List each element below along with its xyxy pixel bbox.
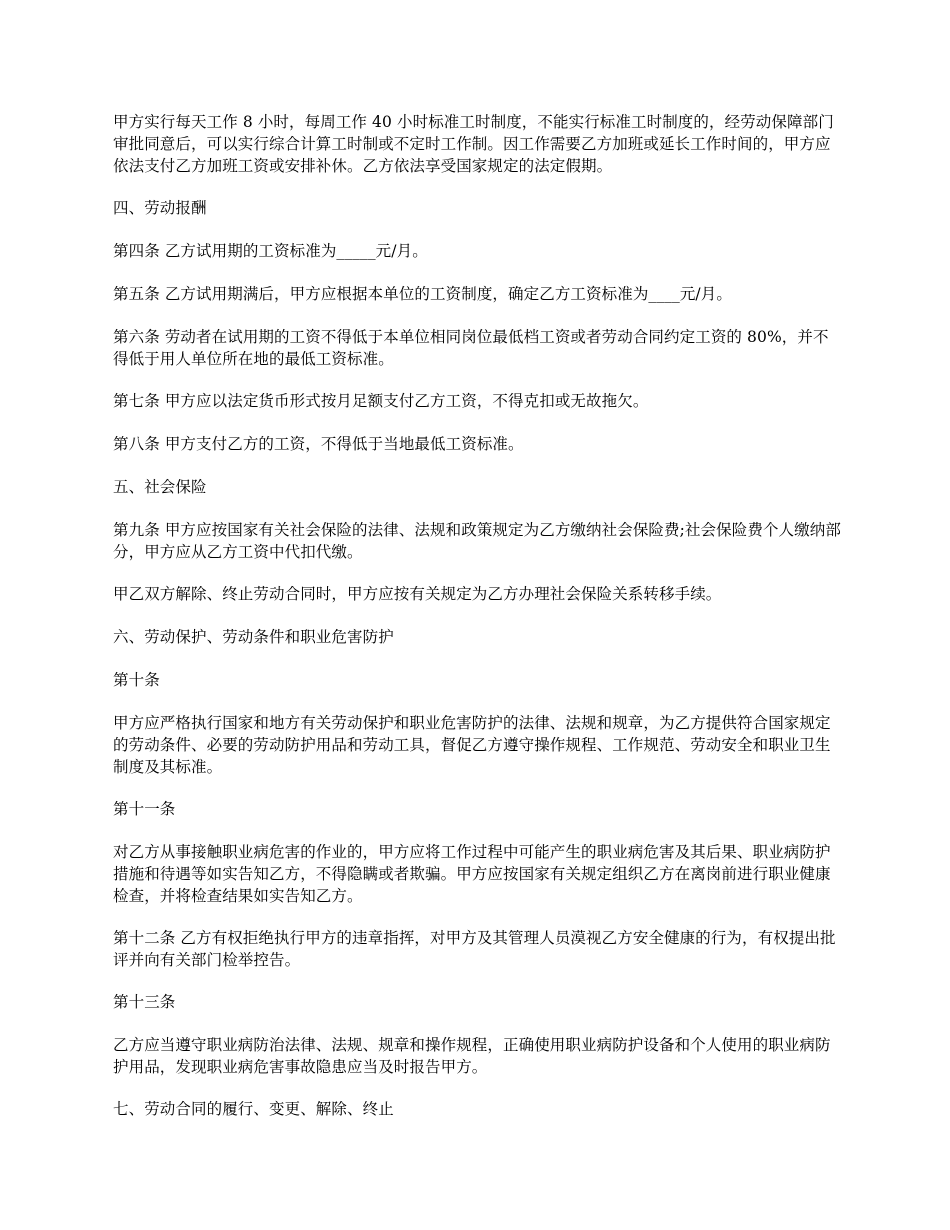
article-13-body: 乙方应当遵守职业病防治法律、法规、规章和操作规程，正确使用职业病防护设备和个人使用的职业病防护用品，发现职业病危害事故隐患应当及时报告甲方。 bbox=[113, 1036, 831, 1076]
article-10-title: 第十条 bbox=[113, 671, 160, 689]
section-heading-social-insurance: 五、社会保险 bbox=[113, 478, 207, 496]
section-heading-labor-protection: 六、劳动保护、劳动条件和职业危害防护 bbox=[113, 628, 394, 646]
article-9: 第九条 甲方应按国家有关社会保险的法律、法规和政策规定为乙方缴纳社会保险费;社会保险费个人缴纳部分，甲方应从乙方工资中代扣代缴。 bbox=[113, 521, 841, 561]
article-6: 第六条 劳动者在试用期的工资不得低于本单位相同岗位最低档工资或者劳动合同约定工资的 80%，并不得低于用人单位所在地的最低工资标准。 bbox=[113, 328, 829, 368]
article-13-title: 第十三条 bbox=[113, 993, 176, 1011]
article-5: 第五条 乙方试用期满后，甲方应根据本单位的工资制度，确定乙方工资标准为____元/月。 bbox=[113, 285, 732, 303]
article-8: 第八条 甲方支付乙方的工资，不得低于当地最低工资标准。 bbox=[113, 435, 524, 453]
insurance-transfer-paragraph: 甲乙双方解除、终止劳动合同时，甲方应按有关规定为乙方办理社会保险关系转移手续。 bbox=[113, 585, 722, 603]
article-7: 第七条 甲方应以法定货币形式按月足额支付乙方工资，不得克扣或无故拖欠。 bbox=[113, 392, 649, 410]
section-heading-contract-performance: 七、劳动合同的履行、变更、解除、终止 bbox=[113, 1100, 394, 1118]
article-4: 第四条 乙方试用期的工资标准为_____元/月。 bbox=[113, 242, 428, 260]
document-page bbox=[113, 111, 843, 1141]
article-11-body: 对乙方从事接触职业病危害的作业的，甲方应将工作过程中可能产生的职业病危害及其后果、职业病防护措施和待遇等如实告知乙方，不得隐瞒或者欺骗。甲方应按国家有关规定组织乙方在离岗前进行职业健康检查，并将检查结果如实告知乙方。 bbox=[113, 843, 831, 905]
section-heading-remuneration: 四、劳动报酬 bbox=[113, 199, 207, 217]
working-hours-paragraph: 甲方实行每天工作 8 小时，每周工作 40 小时标准工时制度，不能实行标准工时制度的，经劳动保障部门审批同意后，可以实行综合计算工时制或不定时工作制。因工作需要乙方加班或延长工作时间的，甲方应依法支付乙方加班工资或安排补休。乙方依法享受国家规定的法定假期。 bbox=[113, 113, 834, 175]
article-10-body: 甲方应严格执行国家和地方有关劳动保护和职业危害防护的法律、法规和规章，为乙方提供符合国家规定的劳动条件、必要的劳动防护用品和劳动工具，督促乙方遵守操作规程、工作规范、劳动安全和职业卫生制度及其标准。 bbox=[113, 714, 831, 776]
article-12: 第十二条 乙方有权拒绝执行甲方的违章指挥，对甲方及其管理人员漠视乙方安全健康的行为，有权提出批评并向有关部门检举控告。 bbox=[113, 929, 836, 969]
article-11-title: 第十一条 bbox=[113, 800, 176, 818]
